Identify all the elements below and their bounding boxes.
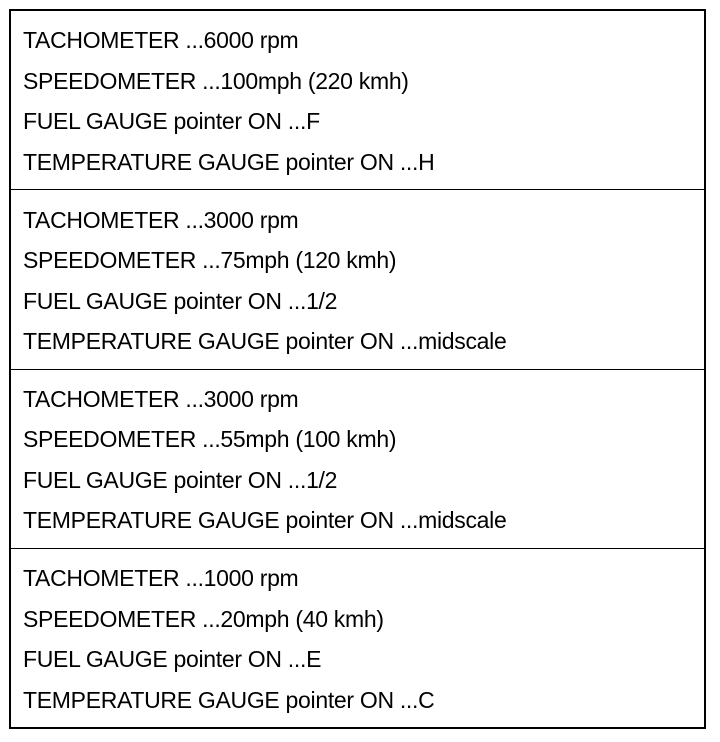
speedometer-reading: SPEEDOMETER ...55mph (100 kmh) xyxy=(23,426,397,453)
reading-block-1 xyxy=(11,11,704,189)
fuel-gauge-reading: FUEL GAUGE pointer ON ...1/2 xyxy=(23,466,338,493)
tachometer-reading: TACHOMETER ...3000 rpm xyxy=(23,206,299,233)
fuel-gauge-reading: FUEL GAUGE pointer ON ...1/2 xyxy=(23,287,338,314)
reading-block-3 xyxy=(11,369,704,548)
reading-block-4 xyxy=(11,548,704,727)
gauge-readings-table xyxy=(9,9,706,729)
tachometer-reading: TACHOMETER ...6000 rpm xyxy=(23,27,299,54)
speedometer-reading: SPEEDOMETER ...75mph (120 kmh) xyxy=(23,247,397,274)
speedometer-reading: SPEEDOMETER ...100mph (220 kmh) xyxy=(23,67,409,94)
temperature-gauge-reading: TEMPERATURE GAUGE pointer ON ...H xyxy=(23,148,435,175)
temperature-gauge-reading: TEMPERATURE GAUGE pointer ON ...C xyxy=(23,686,435,713)
fuel-gauge-reading: FUEL GAUGE pointer ON ...F xyxy=(23,108,320,135)
temperature-gauge-reading: TEMPERATURE GAUGE pointer ON ...midscale xyxy=(23,328,507,354)
temperature-gauge-reading: TEMPERATURE GAUGE pointer ON ...midscale xyxy=(23,507,507,534)
tachometer-reading: TACHOMETER ...1000 rpm xyxy=(23,565,299,592)
speedometer-reading: SPEEDOMETER ...20mph (40 kmh) xyxy=(23,605,384,632)
fuel-gauge-reading: FUEL GAUGE pointer ON ...E xyxy=(23,646,322,673)
reading-block-2 xyxy=(11,189,704,368)
tachometer-reading: TACHOMETER ...3000 rpm xyxy=(23,385,299,412)
